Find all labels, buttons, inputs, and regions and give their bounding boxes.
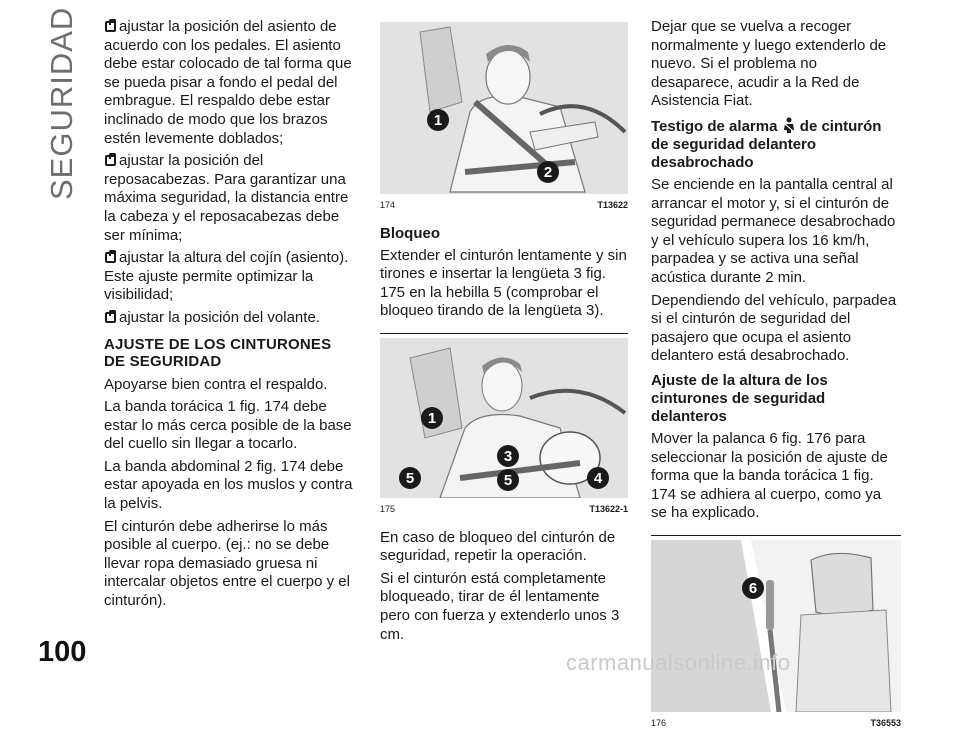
heading-part: de cinturón de seguridad delantero desabrochado (651, 117, 882, 171)
column-2 (380, 18, 628, 648)
callout-label: 3 (503, 447, 513, 465)
page-number: 100 (38, 636, 87, 668)
section-side-title (44, 6, 84, 200)
figure-code: T13622 (597, 200, 628, 210)
column-3 (651, 18, 901, 742)
paragraph: Extender el cinturón lentamente y sin tirones e insertar la lengüeta 3 fig. 175 en la hebilla 5 (comprobar el bloqueo tirando de la lengüeta 3). (380, 246, 627, 320)
side-title-text: SEGURIDAD (44, 6, 79, 200)
bullet-text: ajustar la posición del asiento de acuerdo con los pedales. El asiento debe estar colocado de tal forma que se pueda pisar a fondo el pedal del embrague. El respaldo debe estar inclinado de modo que los brazos estén levemente doblados; (104, 18, 352, 147)
heading-part: Testigo de alarma (651, 117, 778, 135)
figure-caption (651, 714, 901, 733)
bullet-icon (105, 312, 116, 323)
bullet-text: ajustar la altura del cojín (asiento). Este ajuste permite optimizar la visibilidad; (104, 249, 349, 304)
watermark: carmanualsonline.info (566, 650, 791, 675)
bullet-item (104, 18, 356, 148)
callout-label: 4 (593, 469, 603, 487)
paragraph: Se enciende en la pantalla central al arrancar el motor y, si el cinturón de seguridad permanece desabrochado y el vehículo supera los 16 km/h, parpadea y se activa una señal acústica durante 2 min. (651, 175, 896, 286)
figure-number: 175 (380, 503, 396, 514)
paragraph: La banda abdominal 2 fig. 174 debe estar apoyada en los muslos y contra la pelvis. (104, 457, 353, 513)
paragraph: La banda torácica 1 fig. 174 debe estar lo más cerca posible de la base del cuello sin llegar a tocarlo. (104, 398, 352, 453)
bullet-item (104, 249, 356, 305)
paragraph: Si el cinturón está completamente bloqueado, tirar de él lentamente pero con fuerza y extenderlo unos 3 cm. (380, 569, 620, 643)
callout-label: 5 (503, 471, 513, 489)
callout-label: 6 (748, 579, 758, 597)
subsection-heading (651, 117, 901, 172)
paragraph: Mover la palanca 6 fig. 176 para seleccionar la posición de ajuste de forma que la banda torácica 1 fig. 174 se adhiera al cuerpo, como ya se ha explicado. (651, 429, 888, 522)
figure-176-illustration (651, 540, 901, 712)
paragraph: Dependiendo del vehículo, parpadea si el cinturón de seguridad del pasajero que ocupa el asiento delantero está desabrochado. (651, 291, 897, 365)
bullet-icon (105, 155, 116, 166)
callout-label: 2 (543, 164, 553, 181)
bullet-icon (105, 252, 116, 263)
paragraph: Apoyarse bien contra el respaldo. (104, 375, 328, 393)
figure-code: T36553 (870, 717, 901, 728)
paragraph: Dejar que se vuelva a recoger normalmente y luego extenderlo de nuevo. Si el problema no desaparece, acudir a la Red de Asistencia Fiat. (651, 18, 887, 110)
section-heading: AJUSTE DE LOS CINTURONES DE SEGURIDAD (104, 335, 332, 370)
figure-code: T13622-1 (589, 503, 628, 514)
figure-number: 176 (651, 717, 667, 728)
callout-label: 5 (405, 469, 415, 487)
figure-176 (651, 535, 901, 733)
column-1 (104, 18, 356, 615)
figure-175-illustration (380, 338, 628, 498)
bullet-text: ajustar la posición del reposacabezas. Para garantizar una máxima seguridad, la distancia entre la cabeza y el reposacabezas debe ser mínima; (104, 152, 349, 244)
subsection-heading: Bloqueo (380, 224, 440, 242)
subsection-heading: Ajuste de la altura de los cinturones de seguridad delanteros (651, 371, 828, 425)
seatbelt-warning-icon (782, 117, 796, 133)
bullet-item (104, 152, 356, 245)
callout-label: 1 (433, 112, 443, 129)
figure-caption (380, 500, 628, 519)
bullet-text: ajustar la posición del volante. (119, 308, 320, 326)
bullet-icon (105, 21, 116, 32)
paragraph: El cinturón debe adherirse lo más posible al cuerpo. (ej.: no se debe llevar ropa demasiado gruesa ni intercalar objetos entre el cuerpo y el cinturón). (104, 517, 350, 610)
figure-174-illustration (380, 22, 628, 194)
callout-label: 1 (427, 409, 437, 427)
figure-number: 174 (380, 200, 396, 210)
bullet-item (104, 309, 356, 328)
figure-caption (380, 196, 628, 215)
paragraph: En caso de bloqueo del cinturón de seguridad, repetir la operación. (380, 528, 616, 565)
figure-175 (380, 333, 628, 519)
figure-174 (380, 22, 628, 215)
